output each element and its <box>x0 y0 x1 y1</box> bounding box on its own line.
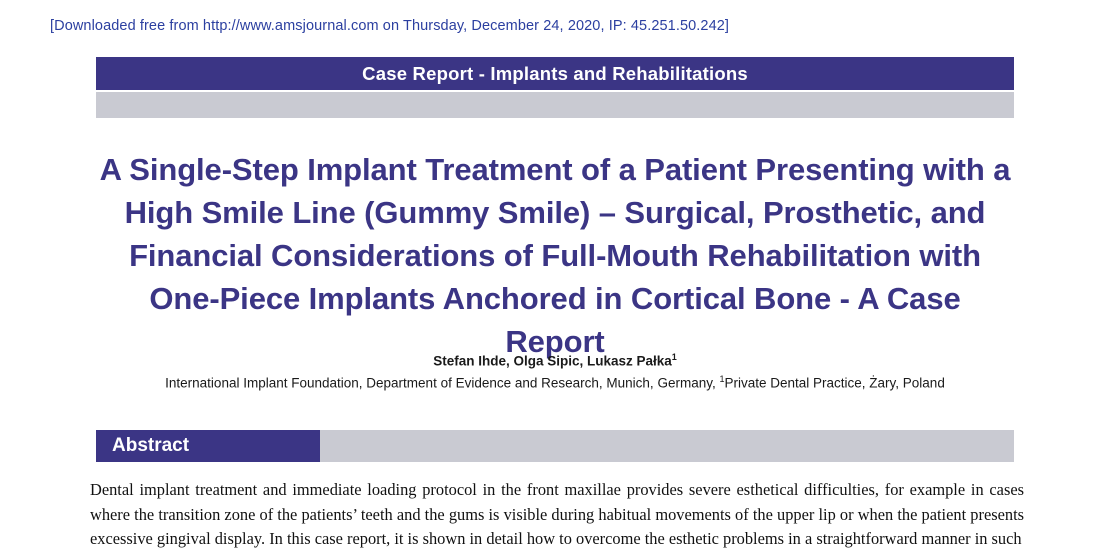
affiliation-primary: International Implant Foundation, Department of Evidence and Research, Munich, Germany, <box>165 375 720 391</box>
abstract-heading: Abstract <box>112 435 190 456</box>
header-grey-band <box>96 92 1014 118</box>
affiliation-secondary: Private Dental Practice, Żary, Poland <box>724 375 945 391</box>
abstract-heading-band <box>96 430 320 462</box>
author-names: Stefan Ihde, Olga Sipic, Lukasz Pałka <box>433 353 672 369</box>
author-list <box>96 352 1014 369</box>
affiliation-line <box>60 374 1050 391</box>
affiliation-marker: 1 <box>719 374 725 384</box>
article-type-label: Case Report - Implants and Rehabilitations <box>362 62 748 84</box>
download-notice: [Downloaded free from http://www.amsjournal.com on Thursday, December 24, 2020, IP: 45.251.50.242] <box>50 18 730 34</box>
author-affiliation-marker: 1 <box>671 352 677 362</box>
abstract-text: Dental implant treatment and immediate loading protocol in the front maxillae provides severe esthetical difficulties, for example in cases where the transition zone of the patients’ teeth and the gums is visible during habitual movements of the upper lip or when the patient presents excessive gingival display. In this case report, it is shown in detail how to overcome the esthetic problems in a straightforward manner in such <box>90 480 1024 549</box>
article-type-band <box>96 57 1014 90</box>
page-title: A Single-Step Implant Treatment of a Patient Presenting with a High Smile Line (Gummy Smile) – Surgical, Prosthetic, and Financial Considerations of Full-Mouth Rehabilitation with One-Piece Implants Anchored in Cortical Bone - A Case Report <box>99 152 1011 359</box>
